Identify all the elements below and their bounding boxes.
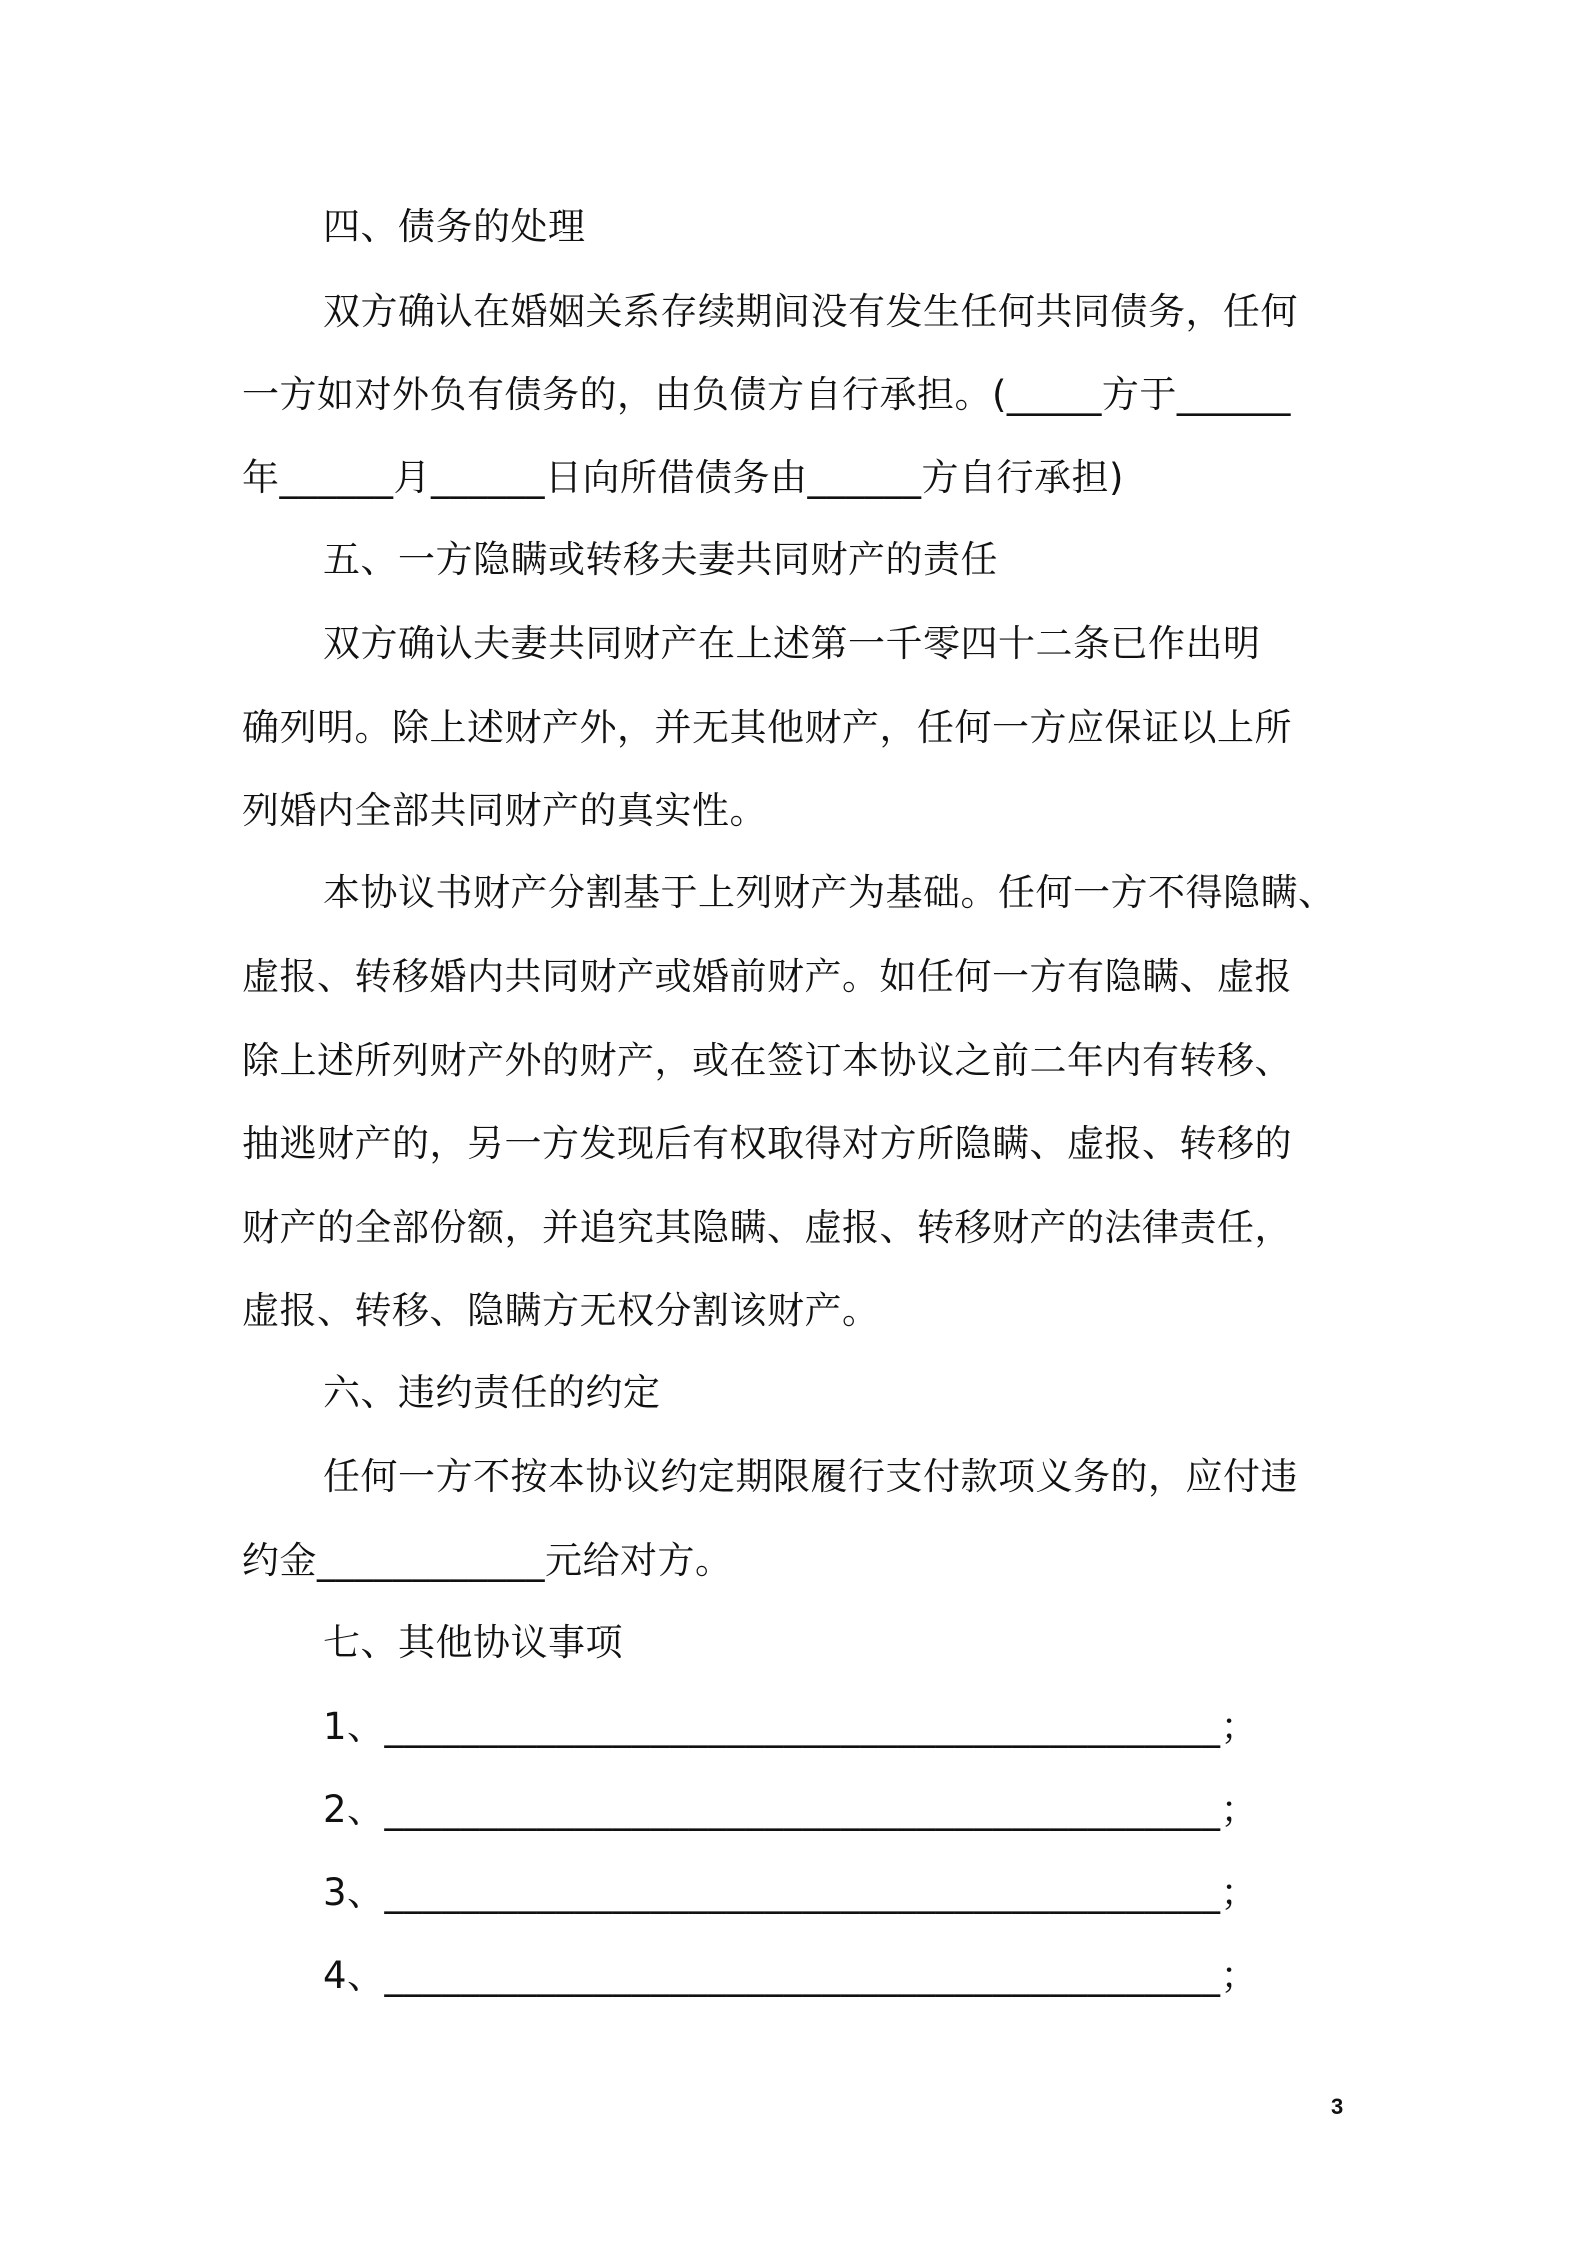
blank-item-3: 3、____________________________________________；: [323, 1871, 1259, 1914]
paragraph-line: 财产的全部份额，并追究其隐瞒、虚报、转移财产的法律责任，: [242, 1206, 1292, 1249]
paragraph-line: 本协议书财产分割基于上列财产为基础。任何一方不得隐瞒、: [323, 871, 1336, 914]
paragraph-line: 确列明。除上述财产外，并无其他财产，任何一方应保证以上所: [242, 706, 1292, 749]
blank-item-4: 4、____________________________________________；: [323, 1954, 1259, 1997]
paragraph-line: 除上述所列财产外的财产，或在签订本协议之前二年内有转移、: [242, 1039, 1292, 1082]
paragraph-line: 双方确认在婚姻关系存续期间没有发生任何共同债务，任何: [323, 290, 1298, 333]
page-number: 3: [1331, 2094, 1344, 2119]
paragraph-line: 抽逃财产的，另一方发现后有权取得对方所隐瞒、虚报、转移的: [242, 1122, 1292, 1165]
paragraph-line: 约金____________元给对方。: [242, 1539, 733, 1582]
blank-item-2: 2、____________________________________________；: [323, 1788, 1259, 1831]
paragraph-line: 任何一方不按本协议约定期限履行支付款项义务的，应付违: [323, 1455, 1298, 1498]
paragraph-line: 双方确认夫妻共同财产在上述第一千零四十二条已作出明: [323, 622, 1261, 665]
section-heading-other: 七、其他协议事项: [323, 1621, 623, 1664]
blank-item-1: 1、____________________________________________；: [323, 1705, 1259, 1748]
section-heading-concealment: 五、一方隐瞒或转移夫妻共同财产的责任: [323, 538, 998, 581]
section-heading-debts: 四、债务的处理: [323, 205, 586, 248]
paragraph-line: 年______月______日向所借债务由______方自行承担): [242, 456, 1124, 499]
paragraph-line: 虚报、转移婚内共同财产或婚前财产。如任何一方有隐瞒、虚报: [242, 955, 1292, 998]
paragraph-line: 虚报、转移、隐瞒方无权分割该财产。: [242, 1289, 880, 1332]
section-heading-breach: 六、违约责任的约定: [323, 1371, 661, 1414]
paragraph-line: 列婚内全部共同财产的真实性。: [242, 789, 767, 832]
paragraph-line: 一方如对外负有债务的，由负债方自行承担。(_____方于______: [242, 373, 1291, 416]
